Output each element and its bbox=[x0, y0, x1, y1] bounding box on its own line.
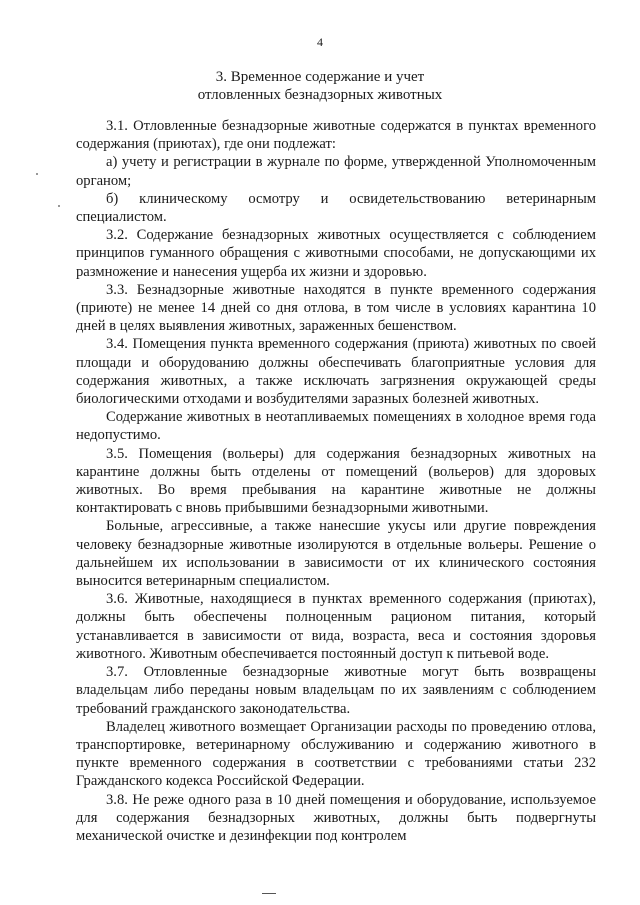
document-body bbox=[76, 117, 596, 845]
page-number: 4 bbox=[317, 35, 323, 49]
section-title-line-1: 3. Временное содержание и учет bbox=[215, 69, 425, 85]
paragraph-3-2: 3.2. Содержание безнадзорных животных осуществляется с соблюдением принципов гуманного обращения с животными способами, не допускающими их размножение и нанесения ущерба их жизни и здоровью. bbox=[76, 227, 596, 280]
footer-mark bbox=[262, 893, 276, 894]
paragraph-3-8: 3.8. Не реже одного раза в 10 дней помещения и оборудование, используемое для содержания безнадзорных животных, должны быть подвергнуты механической очистке и дезинфекции под контролем bbox=[76, 791, 596, 844]
section-title bbox=[0, 68, 640, 104]
paragraph-3-5: 3.5. Помещения (вольеры) для содержания безнадзорных животных на карантине должны быть отделены от помещений (вольеров) для здоровых животных. Во время пребывания на карантине животные не должны контактировать с вновь прибывшими безнадзорными животными. bbox=[76, 445, 596, 517]
paragraph-3-3: 3.3. Безнадзорные животные находятся в пункте временного содержания (приюте) не менее 14 дней со дня отлова, в том числе в условиях карантина 10 дней в целях выявления животных, зараженных бешенством. bbox=[76, 281, 596, 335]
scan-speck bbox=[36, 173, 38, 175]
paragraph-3-4-cont: Содержание животных в неотапливаемых помещениях в холодное время года недопустимо. bbox=[76, 409, 596, 444]
paragraph-3-6: 3.6. Животные, находящиеся в пунктах временного содержания (приютах), должны быть обеспечены полноценным рационом питания, который устанавливается в зависимости от вида, возраста, веса и состояния здоровья животного. Животным обеспечивается постоянный доступ к питьевой воде. bbox=[76, 591, 596, 662]
list-item-a: а) учету и регистрации в журнале по форме, утвержденной Уполномоченным органом; bbox=[76, 154, 596, 189]
paragraph-3-7: 3.7. Отловленные безнадзорные животные могут быть возвращены владельцам либо переданы новым владельцам по их заявлениям с соблюдением требований гражданского законодательства. bbox=[76, 664, 596, 717]
paragraph-3-5-cont: Больные, агрессивные, а также нанесшие укусы или другие повреждения человеку безнадзорные животные изолируются в отдельные вольеры. Решение о дальнейшем их использовании в зависимости от их клинического состояния выносится ветеринарным специалистом. bbox=[76, 518, 596, 590]
section-title-line-2: отловленных безнадзорных животных bbox=[197, 87, 443, 103]
paragraph-3-1: 3.1. Отловленные безнадзорные животные содержатся в пунктах временного содержания (приютах), где они подлежат: bbox=[76, 118, 596, 153]
list-item-b: б) клиническому осмотру и освидетельствованию ветеринарным специалистом. bbox=[76, 190, 596, 226]
scan-speck bbox=[58, 205, 60, 207]
paragraph-3-7-cont: Владелец животного возмещает Организации расходы по проведению отлова, транспортировке, ветеринарному обслуживанию и содержанию животного в пункте временного содержания в соответствии с требованиями статьи 232 Гражданского кодекса Российской Федерации. bbox=[76, 718, 596, 790]
paragraph-3-4: 3.4. Помещения пункта временного содержания (приюта) животных по своей площади и оборудованию должны обеспечивать благоприятные условия для содержания животных, а также исключать загрязнения окружающей среды биологическими отходами и возбудителями заразных болезней животных. bbox=[76, 336, 596, 408]
